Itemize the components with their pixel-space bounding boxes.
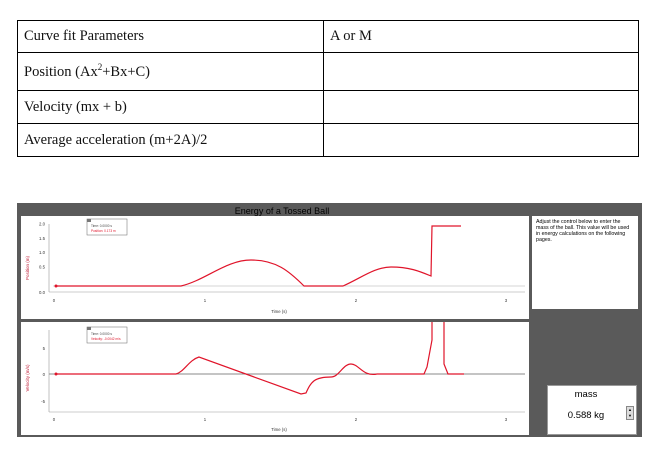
position-readout-time: Time: 0.0000 s: [91, 224, 112, 228]
position-xtick-3: 3: [504, 298, 508, 303]
table-row-acceleration: [18, 124, 639, 157]
position-y-label: Position (m): [25, 255, 30, 281]
info-text: Adjust the control below to enter the mass of the ball. This value will be used in energy calculations on the following pages.: [532, 216, 638, 309]
velocity-graph[interactable]: [21, 322, 529, 435]
stepper-up-icon[interactable]: ▲: [628, 407, 632, 412]
velocity-graph-svg: [21, 322, 529, 435]
velocity-readout-value: Velocity: -0.0042 m/s: [91, 337, 121, 341]
position-label-sup: 2: [97, 62, 103, 73]
position-value-cell[interactable]: [324, 53, 639, 91]
position-ytick-1: 1.0: [39, 250, 45, 255]
position-ytick-0-5: 0.5: [39, 264, 45, 270]
table-header-value: A or M: [324, 21, 639, 53]
velocity-xtick-2: 2: [354, 417, 358, 422]
velocity-y-label: Velocity (m/s): [25, 364, 30, 392]
position-ytick-0: 0.0: [39, 290, 45, 295]
position-label-post: +Bx+C): [102, 63, 150, 80]
table-header-name: Curve fit Parameters: [18, 21, 324, 53]
position-start-marker[interactable]: [55, 285, 58, 288]
mass-value[interactable]: 0.588 kg: [567, 410, 605, 421]
mass-control[interactable]: [547, 385, 637, 435]
velocity-ytick-neg5: -5: [41, 399, 45, 404]
position-graph-svg: [21, 216, 529, 319]
velocity-ytick-0: 0: [42, 372, 45, 377]
velocity-readout: [87, 327, 127, 343]
position-ytick-1-5: 1.5: [39, 236, 45, 241]
acceleration-value-cell[interactable]: [324, 124, 639, 157]
stepper-down-icon[interactable]: ▼: [628, 413, 632, 418]
position-x-label: Time (s): [271, 309, 287, 314]
tossed-ball-app: [17, 203, 642, 437]
velocity-readout-time: Time: 0.0000 s: [91, 332, 112, 336]
position-xtick-1: 1: [203, 298, 207, 303]
position-readout: [87, 219, 127, 235]
velocity-xtick-3: 3: [504, 417, 508, 422]
velocity-x-label: Time (s): [271, 427, 287, 432]
table-row-velocity: [18, 91, 639, 124]
velocity-start-marker[interactable]: [55, 373, 58, 376]
velocity-ytick-5: 5: [42, 346, 45, 351]
app-title: Energy of a Tossed Ball: [234, 206, 330, 216]
table-header-row: [18, 21, 639, 53]
position-graph[interactable]: [21, 216, 529, 319]
mass-stepper[interactable]: [626, 406, 634, 420]
velocity-label: Velocity (mx + b): [18, 91, 324, 124]
curve-fit-table: [17, 20, 639, 157]
position-label: [18, 53, 324, 91]
position-xtick-2: 2: [354, 298, 358, 303]
velocity-value-cell[interactable]: [324, 91, 639, 124]
table-row-position: [18, 53, 639, 91]
position-xtick-0: 0: [52, 298, 56, 303]
mass-label: mass: [574, 389, 598, 400]
position-ytick-2: 2.0: [39, 221, 45, 227]
velocity-xtick-1: 1: [203, 417, 207, 422]
velocity-xtick-0: 0: [52, 417, 56, 422]
position-label-pre: Position (Ax: [24, 63, 98, 80]
acceleration-label: Average acceleration (m+2A)/2: [18, 124, 324, 157]
position-readout-value: Position: 0.173 m: [91, 229, 116, 233]
